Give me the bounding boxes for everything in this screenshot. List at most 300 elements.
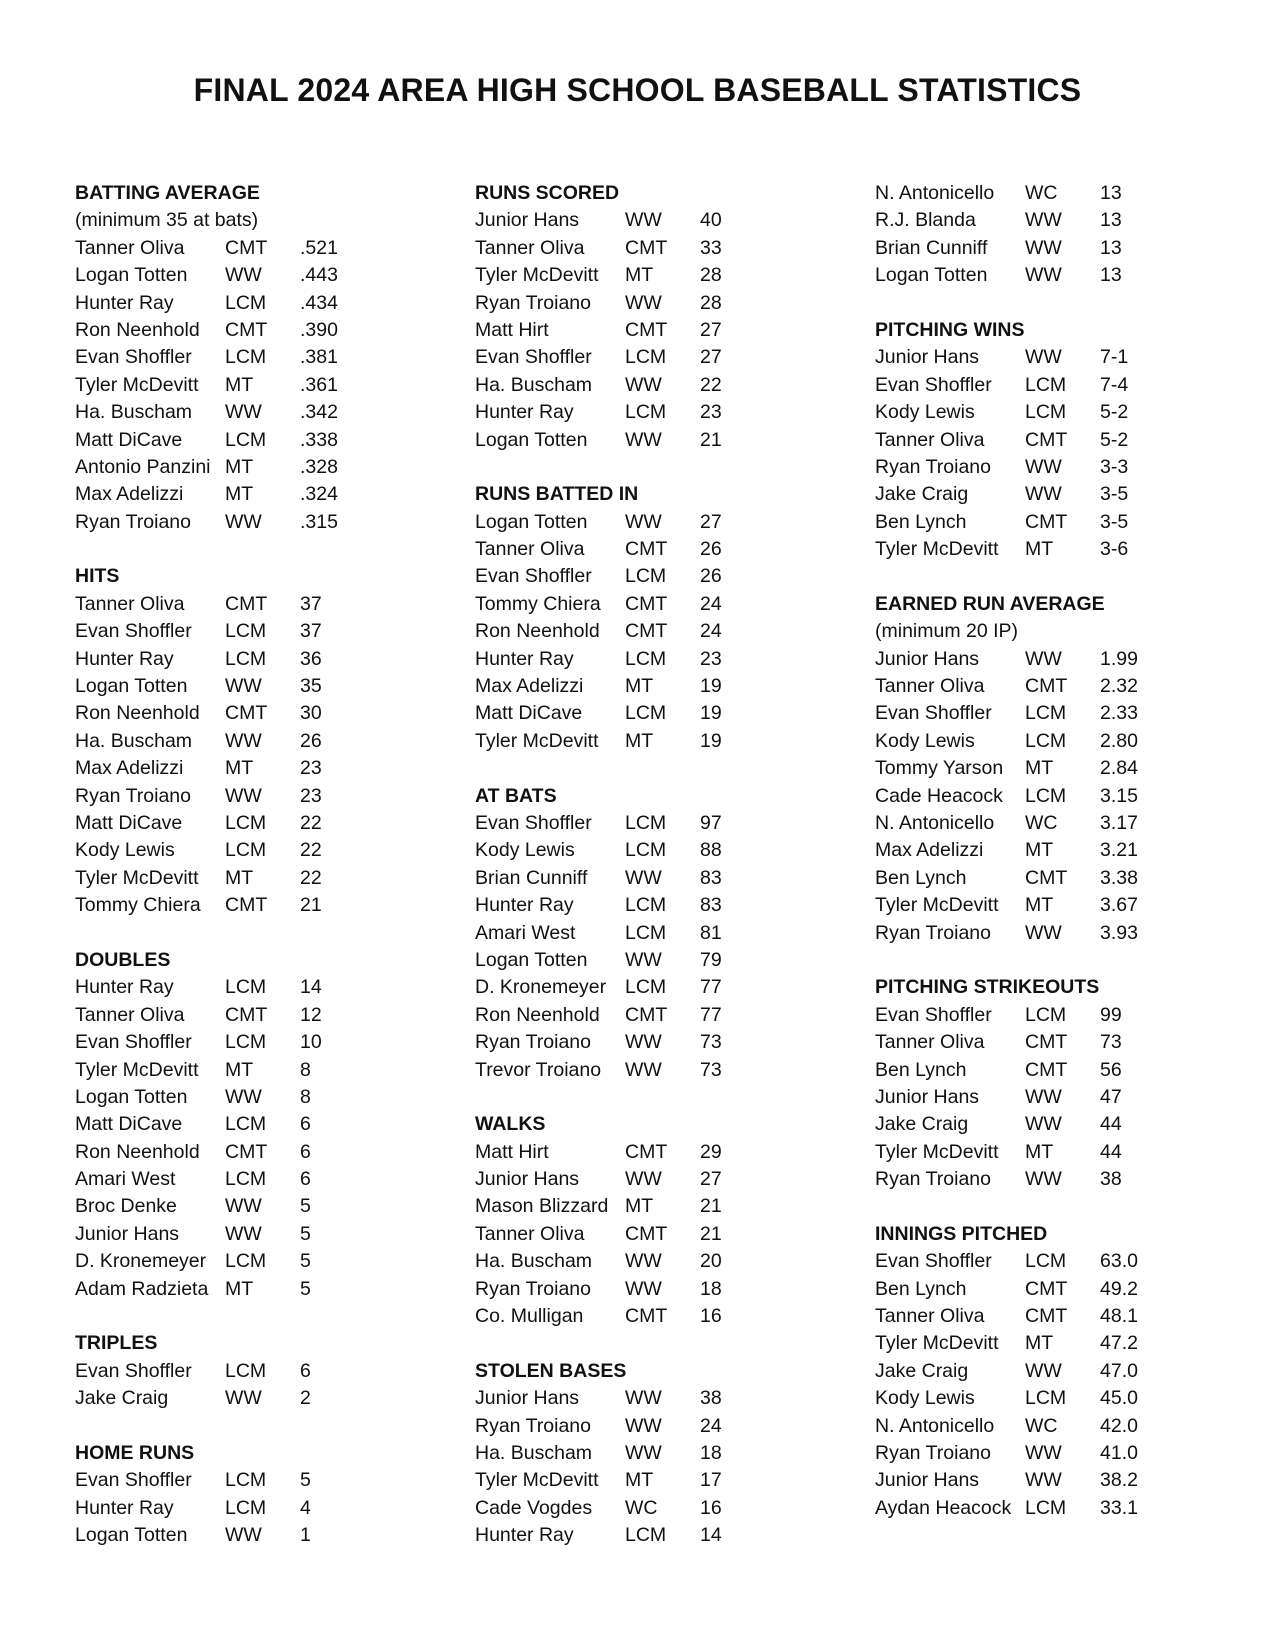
player-name: Ryan Troiano xyxy=(875,455,991,478)
stat-section-runs-scored xyxy=(475,180,770,454)
stat-section-continued xyxy=(875,180,1170,290)
stat-value: 73 xyxy=(700,1031,722,1054)
team-abbrev: LCM xyxy=(225,1168,267,1191)
stat-row xyxy=(475,1057,770,1084)
stat-value: 83 xyxy=(700,866,722,889)
team-abbrev: WW xyxy=(625,866,662,889)
player-name: Aydan Heacock xyxy=(875,1496,1012,1519)
player-name: Ryan Troiano xyxy=(875,921,991,944)
team-abbrev: LCM xyxy=(225,1469,267,1492)
team-abbrev: LCM xyxy=(225,346,267,369)
player-name: Tanner Oliva xyxy=(75,592,185,615)
section-heading: AT BATS xyxy=(475,784,557,807)
stat-row xyxy=(875,1029,1170,1056)
stat-row xyxy=(475,1276,770,1303)
stat-row xyxy=(475,618,770,645)
stat-value: 23 xyxy=(700,401,722,424)
stat-row xyxy=(75,810,370,837)
player-name: Junior Hans xyxy=(475,1387,580,1410)
player-name: Tommy Chiera xyxy=(75,894,201,917)
stat-value: 26 xyxy=(300,729,322,752)
stat-value: 38 xyxy=(700,1387,722,1410)
stat-value: 16 xyxy=(700,1305,722,1328)
stat-row xyxy=(75,591,370,618)
team-abbrev: CMT xyxy=(625,538,668,561)
team-abbrev: CMT xyxy=(1025,1031,1068,1054)
stat-value: 47.0 xyxy=(1100,1359,1138,1382)
player-name: Ben Lynch xyxy=(875,866,967,889)
player-name: Hunter Ray xyxy=(75,647,174,670)
player-name: Hunter Ray xyxy=(475,647,574,670)
stat-value: 3.67 xyxy=(1100,894,1138,917)
team-abbrev: CMT xyxy=(625,1222,668,1245)
team-abbrev: MT xyxy=(625,729,654,752)
stat-row xyxy=(75,974,370,1001)
stat-value: 27 xyxy=(700,1168,722,1191)
team-abbrev: CMT xyxy=(1025,1305,1068,1328)
player-name: Hunter Ray xyxy=(475,894,574,917)
player-name: Mason Blizzard xyxy=(475,1195,609,1218)
team-abbrev: LCM xyxy=(625,811,667,834)
team-abbrev: WW xyxy=(625,1031,662,1054)
player-name: Evan Shoffler xyxy=(475,811,592,834)
stat-value: 21 xyxy=(300,894,322,917)
stat-row xyxy=(75,783,370,810)
stat-value: 28 xyxy=(700,291,722,314)
team-abbrev: LCM xyxy=(225,976,267,999)
player-name: Ryan Troiano xyxy=(875,1168,991,1191)
player-name: Jake Craig xyxy=(875,1359,969,1382)
stat-value: 36 xyxy=(300,647,322,670)
stat-value: 41.0 xyxy=(1100,1441,1138,1464)
team-abbrev: WW xyxy=(1025,1441,1062,1464)
stat-row xyxy=(75,509,370,536)
stat-row xyxy=(75,865,370,892)
section-heading: RUNS SCORED xyxy=(475,182,620,204)
stat-row xyxy=(75,1002,370,1029)
stat-value: 7-4 xyxy=(1100,373,1129,396)
stat-value: .328 xyxy=(300,455,338,478)
player-name: Brian Cunniff xyxy=(875,236,988,259)
stat-value: 21 xyxy=(700,1222,722,1245)
stat-value: 21 xyxy=(700,428,722,451)
player-name: Tyler McDevitt xyxy=(75,866,199,889)
stat-row xyxy=(475,1166,770,1193)
stat-row xyxy=(475,837,770,864)
stat-row xyxy=(875,1385,1170,1412)
stat-row xyxy=(475,1440,770,1467)
stat-row xyxy=(875,509,1170,536)
stat-row xyxy=(475,344,770,371)
stat-value: 23 xyxy=(300,784,322,807)
team-abbrev: LCM xyxy=(225,1031,267,1054)
stat-row xyxy=(875,1248,1170,1275)
stat-value: 28 xyxy=(700,264,722,287)
stat-row xyxy=(875,262,1170,289)
stat-value: 24 xyxy=(700,1414,722,1437)
stat-row xyxy=(875,180,1170,207)
player-name: Max Adelizzi xyxy=(75,483,184,506)
player-name: Kody Lewis xyxy=(875,729,975,752)
team-abbrev: WW xyxy=(1025,483,1062,506)
stat-row xyxy=(75,317,370,344)
stat-row xyxy=(75,1193,370,1220)
stat-value: 63.0 xyxy=(1100,1250,1138,1273)
player-name: Ryan Troiano xyxy=(75,784,191,807)
team-abbrev: CMT xyxy=(225,894,268,917)
stat-row xyxy=(875,1166,1170,1193)
team-abbrev: WW xyxy=(225,1085,262,1108)
stat-value: 37 xyxy=(300,620,322,643)
stat-row xyxy=(875,892,1170,919)
team-abbrev: WW xyxy=(1025,236,1062,259)
player-name: Matt DiCave xyxy=(75,428,183,451)
stat-row xyxy=(875,1002,1170,1029)
stat-row xyxy=(75,262,370,289)
stat-value: 45.0 xyxy=(1100,1387,1138,1410)
stat-value: 27 xyxy=(700,318,722,341)
stat-value: 27 xyxy=(700,510,722,533)
team-abbrev: LCM xyxy=(1025,373,1067,396)
player-name: Logan Totten xyxy=(875,264,988,287)
section-heading: PITCHING WINS xyxy=(875,318,1025,341)
stat-row xyxy=(475,536,770,563)
player-name: Ron Neenhold xyxy=(75,1140,200,1163)
stat-value: 14 xyxy=(700,1524,722,1547)
team-abbrev: WW xyxy=(625,1250,662,1273)
stat-row xyxy=(75,1522,370,1549)
stat-row xyxy=(75,1111,370,1138)
team-abbrev: MT xyxy=(625,264,654,287)
player-name: Jake Craig xyxy=(875,483,969,506)
stat-row xyxy=(75,427,370,454)
stat-row xyxy=(75,1467,370,1494)
stat-row xyxy=(875,481,1170,508)
team-abbrev: CMT xyxy=(625,318,668,341)
player-name: Tyler McDevitt xyxy=(875,894,999,917)
player-name: Matt DiCave xyxy=(75,1113,183,1136)
stat-value: 5 xyxy=(300,1195,311,1218)
team-abbrev: MT xyxy=(225,757,254,780)
stat-row xyxy=(75,1057,370,1084)
stat-row xyxy=(75,399,370,426)
stat-value: 77 xyxy=(700,976,722,999)
stat-row xyxy=(475,646,770,673)
stat-value: 3-5 xyxy=(1100,510,1129,533)
stat-row xyxy=(75,1495,370,1522)
stat-value: 19 xyxy=(700,729,722,752)
team-abbrev: MT xyxy=(1025,894,1054,917)
section-heading: RUNS BATTED IN xyxy=(475,483,639,506)
stat-value: 8 xyxy=(300,1058,311,1081)
section-heading: EARNED RUN AVERAGE xyxy=(875,592,1105,615)
stat-row xyxy=(875,344,1170,371)
player-name: Amari West xyxy=(475,921,576,944)
stat-value: 1.99 xyxy=(1100,647,1138,670)
stat-value: 13 xyxy=(1100,236,1122,259)
stat-row xyxy=(75,1166,370,1193)
stat-row xyxy=(875,536,1170,563)
stat-value: 3.15 xyxy=(1100,784,1138,807)
stat-row xyxy=(75,1385,370,1412)
player-name: Ryan Troiano xyxy=(875,1441,991,1464)
player-name: Brian Cunniff xyxy=(475,866,588,889)
stat-value: 3-5 xyxy=(1100,483,1129,506)
stat-row xyxy=(475,591,770,618)
player-name: Evan Shoffler xyxy=(875,1003,992,1026)
stat-row xyxy=(875,1139,1170,1166)
team-abbrev: MT xyxy=(625,1195,654,1218)
team-abbrev: CMT xyxy=(625,620,668,643)
team-abbrev: CMT xyxy=(225,1003,268,1026)
section-heading: INNINGS PITCHED xyxy=(875,1222,1048,1245)
stat-section-runs-batted-in xyxy=(475,481,770,755)
stat-row xyxy=(475,1303,770,1330)
stat-value: 13 xyxy=(1100,264,1122,287)
player-name: Junior Hans xyxy=(75,1222,180,1245)
player-name: Ben Lynch xyxy=(875,510,967,533)
player-name: Junior Hans xyxy=(875,647,980,670)
section-heading: HOME RUNS xyxy=(75,1441,195,1464)
player-name: Junior Hans xyxy=(475,1168,580,1191)
team-abbrev: LCM xyxy=(1025,702,1067,725)
team-abbrev: CMT xyxy=(625,1140,668,1163)
stat-value: 37 xyxy=(300,592,322,615)
team-abbrev: MT xyxy=(1025,839,1054,862)
team-abbrev: LCM xyxy=(1025,1496,1067,1519)
player-name: Logan Totten xyxy=(75,264,188,287)
team-abbrev: WW xyxy=(625,1058,662,1081)
stat-value: 33.1 xyxy=(1100,1496,1138,1519)
player-name: Max Adelizzi xyxy=(875,839,984,862)
stat-section-home-runs xyxy=(75,1440,370,1550)
stat-value: 5-2 xyxy=(1100,401,1129,424)
stat-row xyxy=(875,810,1170,837)
player-name: Hunter Ray xyxy=(475,401,574,424)
stat-row xyxy=(875,1057,1170,1084)
section-heading: BATTING AVERAGE xyxy=(75,182,260,204)
stat-section-pitching-wins xyxy=(875,317,1170,564)
player-name: Evan Shoffler xyxy=(75,1031,192,1054)
player-name: Broc Denke xyxy=(75,1195,177,1218)
stat-value: 23 xyxy=(300,757,322,780)
team-abbrev: MT xyxy=(225,455,254,478)
stat-section-earned-run-average xyxy=(875,591,1170,947)
player-name: Ryan Troiano xyxy=(75,510,191,533)
team-abbrev: CMT xyxy=(625,1003,668,1026)
stat-row xyxy=(475,1002,770,1029)
stat-section-stolen-bases xyxy=(475,1358,770,1550)
team-abbrev: CMT xyxy=(225,1140,268,1163)
stat-row xyxy=(475,947,770,974)
stat-value: .434 xyxy=(300,291,338,314)
team-abbrev: LCM xyxy=(625,346,667,369)
team-abbrev: LCM xyxy=(225,647,267,670)
team-abbrev: LCM xyxy=(225,1496,267,1519)
player-name: Amari West xyxy=(75,1168,176,1191)
player-name: Matt Hirt xyxy=(475,1140,549,1163)
stat-value: 10 xyxy=(300,1031,322,1054)
stat-value: 3.38 xyxy=(1100,866,1138,889)
stat-value: 22 xyxy=(700,373,722,396)
team-abbrev: WW xyxy=(1025,1469,1062,1492)
stat-value: 44 xyxy=(1100,1113,1122,1136)
stat-row xyxy=(475,317,770,344)
section-heading: STOLEN BASES xyxy=(475,1359,627,1382)
stat-value: 48.1 xyxy=(1100,1305,1138,1328)
stat-value: 5 xyxy=(300,1250,311,1273)
team-abbrev: WC xyxy=(1025,811,1058,834)
stat-value: .338 xyxy=(300,428,338,451)
player-name: Evan Shoffler xyxy=(875,373,992,396)
team-abbrev: CMT xyxy=(1025,866,1068,889)
stat-value: .315 xyxy=(300,510,338,533)
stat-value: 18 xyxy=(700,1441,722,1464)
team-abbrev: MT xyxy=(225,1277,254,1300)
stat-row xyxy=(475,1495,770,1522)
stat-row xyxy=(475,1029,770,1056)
stat-row xyxy=(75,1276,370,1303)
stats-column-right xyxy=(875,180,1170,1550)
player-name: Hunter Ray xyxy=(75,976,174,999)
stat-row xyxy=(875,207,1170,234)
stat-value: 33 xyxy=(700,236,722,259)
stat-row xyxy=(875,865,1170,892)
stat-row xyxy=(475,290,770,317)
stat-value: 12 xyxy=(300,1003,322,1026)
stat-value: 26 xyxy=(700,565,722,588)
stat-value: 4 xyxy=(300,1496,311,1519)
stat-row xyxy=(475,399,770,426)
stat-value: 5-2 xyxy=(1100,428,1129,451)
stat-value: 2 xyxy=(300,1387,311,1410)
team-abbrev: WW xyxy=(625,428,662,451)
section-heading: WALKS xyxy=(475,1113,546,1136)
stat-value: 13 xyxy=(1100,182,1122,204)
player-name: Evan Shoffler xyxy=(475,346,592,369)
stat-row xyxy=(875,1440,1170,1467)
stat-row xyxy=(75,646,370,673)
stat-row xyxy=(475,1193,770,1220)
team-abbrev: WW xyxy=(625,1441,662,1464)
team-abbrev: MT xyxy=(225,483,254,506)
stat-value: 13 xyxy=(1100,209,1122,232)
team-abbrev: CMT xyxy=(225,318,268,341)
stat-value: 44 xyxy=(1100,1140,1122,1163)
team-abbrev: WC xyxy=(1025,1414,1058,1437)
stat-row xyxy=(475,427,770,454)
stat-value: 2.32 xyxy=(1100,675,1138,698)
stat-value: 3-3 xyxy=(1100,455,1129,478)
section-heading: TRIPLES xyxy=(75,1332,158,1355)
stat-row xyxy=(75,1139,370,1166)
stat-row xyxy=(475,673,770,700)
team-abbrev: WW xyxy=(225,729,262,752)
player-name: Kody Lewis xyxy=(75,839,175,862)
stat-row xyxy=(875,1111,1170,1138)
player-name: Ryan Troiano xyxy=(475,1414,591,1437)
stat-row xyxy=(475,235,770,262)
stat-value: 2.84 xyxy=(1100,757,1138,780)
player-name: Tanner Oliva xyxy=(75,236,185,259)
player-name: Evan Shoffler xyxy=(475,565,592,588)
stat-value: 38 xyxy=(1100,1168,1122,1191)
stat-row xyxy=(475,974,770,1001)
player-name: Ben Lynch xyxy=(875,1058,967,1081)
stat-row xyxy=(75,1248,370,1275)
player-name: Tyler McDevitt xyxy=(475,264,599,287)
section-note: (minimum 35 at bats) xyxy=(75,209,259,232)
team-abbrev: CMT xyxy=(1025,510,1068,533)
stat-row xyxy=(475,262,770,289)
section-note: (minimum 20 IP) xyxy=(875,620,1019,643)
stat-row xyxy=(475,920,770,947)
stat-row xyxy=(75,728,370,755)
stat-row xyxy=(875,1467,1170,1494)
team-abbrev: LCM xyxy=(625,921,667,944)
stat-row xyxy=(75,1084,370,1111)
stat-row xyxy=(875,1413,1170,1440)
team-abbrev: WW xyxy=(225,784,262,807)
stat-value: 22 xyxy=(300,811,322,834)
player-name: Cade Vogdes xyxy=(475,1496,593,1519)
player-name: Ha. Buscham xyxy=(75,729,193,752)
team-abbrev: WW xyxy=(625,291,662,314)
stat-value: .381 xyxy=(300,346,338,369)
stat-section-hits xyxy=(75,563,370,919)
player-name: Evan Shoffler xyxy=(875,702,992,725)
stat-value: 38.2 xyxy=(1100,1469,1138,1492)
team-abbrev: LCM xyxy=(625,894,667,917)
stat-value: 77 xyxy=(700,1003,722,1026)
player-name: Tanner Oliva xyxy=(475,236,585,259)
team-abbrev: CMT xyxy=(1025,428,1068,451)
stat-value: 2.33 xyxy=(1100,702,1138,725)
player-name: Junior Hans xyxy=(875,346,980,369)
player-name: Evan Shoffler xyxy=(875,1250,992,1273)
stat-value: .324 xyxy=(300,483,338,506)
stat-row xyxy=(75,618,370,645)
stat-value: 88 xyxy=(700,839,722,862)
stat-value: .521 xyxy=(300,236,338,259)
player-name: Logan Totten xyxy=(75,1524,188,1547)
player-name: Ben Lynch xyxy=(875,1277,967,1300)
stat-row xyxy=(475,1139,770,1166)
stat-row xyxy=(475,1413,770,1440)
stat-row xyxy=(75,755,370,782)
stat-row xyxy=(475,700,770,727)
stat-row xyxy=(75,700,370,727)
stat-value: 6 xyxy=(300,1359,311,1382)
stat-row xyxy=(875,1276,1170,1303)
team-abbrev: CMT xyxy=(625,592,668,615)
player-name: Cade Heacock xyxy=(875,784,1003,807)
player-name: Ron Neenhold xyxy=(75,702,200,725)
stat-row xyxy=(875,1303,1170,1330)
player-name: Tyler McDevitt xyxy=(875,1332,999,1355)
player-name: D. Kronemeyer xyxy=(75,1250,207,1273)
player-name: Ryan Troiano xyxy=(475,1277,591,1300)
team-abbrev: LCM xyxy=(225,1359,267,1382)
stat-row xyxy=(75,235,370,262)
team-abbrev: WW xyxy=(625,1414,662,1437)
stat-row xyxy=(475,372,770,399)
stat-value: .342 xyxy=(300,401,338,424)
page-title: FINAL 2024 AREA HIGH SCHOOL BASEBALL STATISTICS xyxy=(193,72,1082,108)
team-abbrev: LCM xyxy=(625,401,667,424)
stat-value: 24 xyxy=(700,620,722,643)
stat-row xyxy=(475,892,770,919)
